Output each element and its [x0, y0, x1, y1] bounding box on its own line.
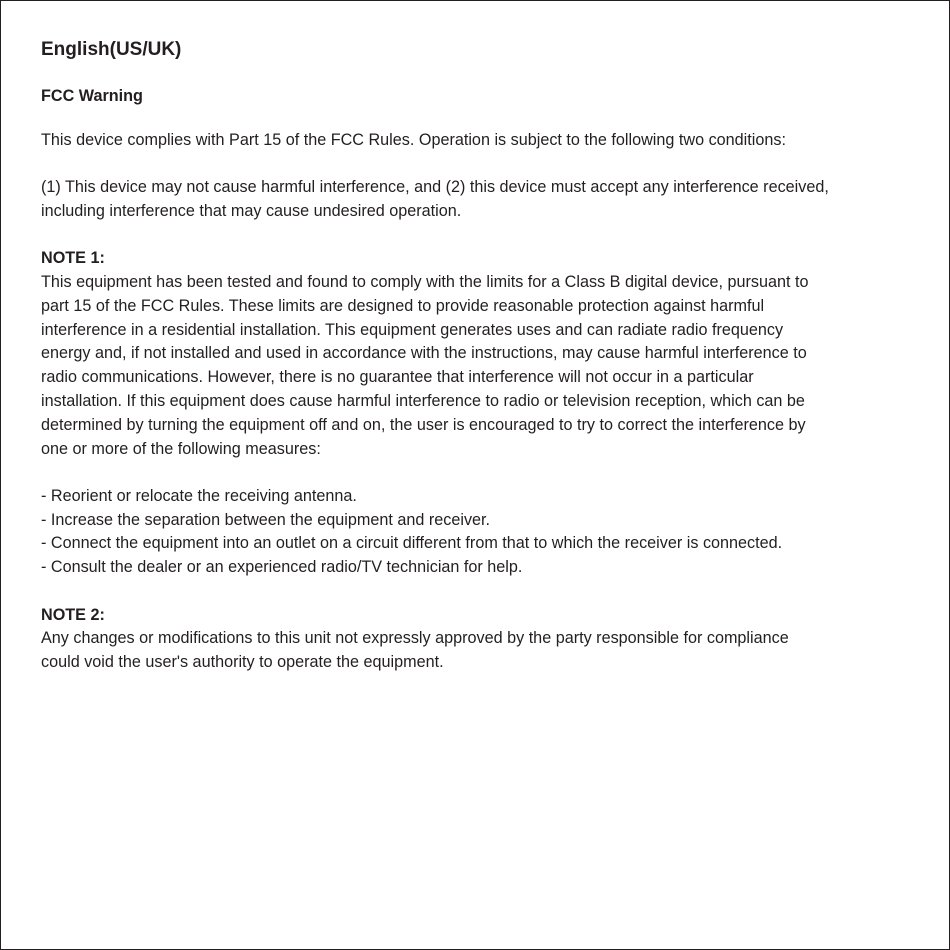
intro-paragraph: This device complies with Part 15 of the FCC Rules. Operation is subject to the following two conditions: [41, 130, 786, 149]
fcc-warning-title: FCC Warning [41, 87, 143, 105]
language-title: English(US/UK) [41, 39, 182, 60]
conditions-paragraph [41, 176, 921, 224]
measure-item: - Connect the equipment into an outlet on a circuit different from that to which the receiver is connected. [41, 534, 783, 553]
note1-line: installation. If this equipment does cause harmful interference to radio or television reception, which can be [41, 391, 805, 410]
note2-line: Any changes or modifications to this unit not expressly approved by the party responsible for compliance [41, 629, 789, 648]
measures-list [41, 485, 921, 580]
conditions-line: (1) This device may not cause harmful interference, and (2) this device must accept any interference received, [41, 178, 829, 197]
measure-item: - Increase the separation between the equipment and receiver. [41, 510, 491, 529]
note1-heading: NOTE 1: [41, 249, 105, 268]
note2-section [41, 604, 921, 675]
note1-line: This equipment has been tested and found to comply with the limits for a Class B digital device, pursuant to [41, 272, 809, 291]
note1-line: interference in a residential installation. This equipment generates uses and can radiate radio frequency [41, 320, 784, 339]
measure-item: - Consult the dealer or an experienced radio/TV technician for help. [41, 558, 523, 577]
note2-heading: NOTE 2: [41, 605, 105, 624]
note1-line: part 15 of the FCC Rules. These limits are designed to provide reasonable protection against harmful [41, 296, 765, 315]
note1-line: energy and, if not installed and used in accordance with the instructions, may cause harmful interference to [41, 344, 807, 363]
note2-line: could void the user's authority to operate the equipment. [41, 653, 444, 672]
note1-line: determined by turning the equipment off and on, the user is encouraged to try to correct the interference by [41, 415, 806, 434]
note1-line: one or more of the following measures: [41, 439, 321, 458]
note1-line: radio communications. However, there is no guarantee that interference will not occur in a particular [41, 368, 754, 387]
note1-section [41, 247, 921, 461]
document-content [41, 37, 921, 698]
conditions-line: including interference that may cause undesired operation. [41, 201, 462, 220]
measure-item: - Reorient or relocate the receiving antenna. [41, 486, 357, 505]
